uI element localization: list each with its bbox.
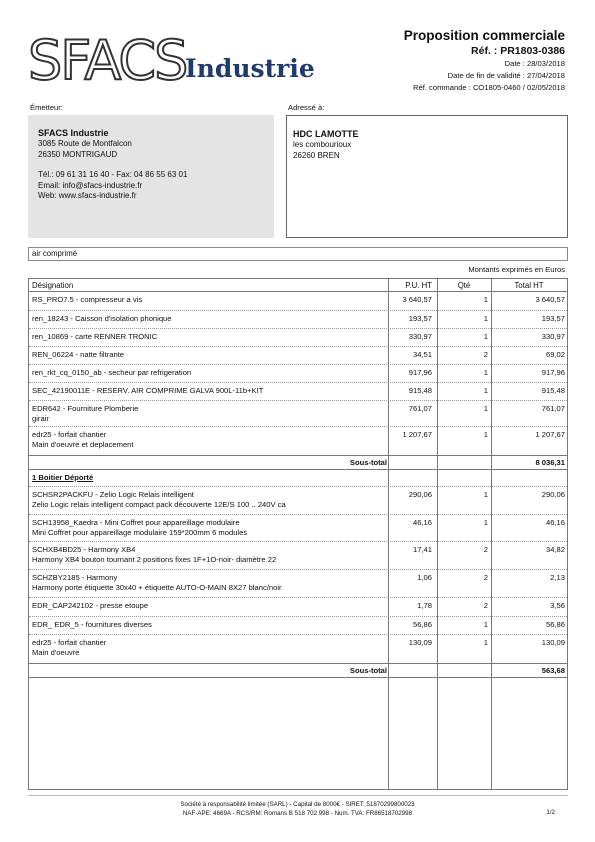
item-unit-price: 330,97 (408, 332, 432, 341)
item-designation (32, 545, 387, 565)
item-description: Zelio Logic relais intelligent compact pack découverte 12E/S 100 .. 240V ca (32, 500, 286, 509)
item-title: edr25 - forfait chantier (32, 430, 107, 439)
table-row (29, 542, 567, 570)
item-unit-price: 56,86 (412, 620, 432, 629)
recipient-block (286, 115, 568, 238)
item-quantity: 1 (483, 314, 488, 323)
item-unit-price: 17,41 (412, 545, 432, 554)
item-quantity: 1 (483, 620, 488, 629)
sender-email: Email: info@sfacs-industrie.fr (38, 180, 143, 190)
table-row (29, 292, 567, 311)
item-unit-price: 1,78 (417, 601, 432, 610)
item-designation (32, 404, 387, 424)
table-row (29, 617, 567, 635)
item-designation (32, 430, 387, 450)
item-title: edr25 - forfait chantier (32, 638, 107, 647)
item-total: 917,96 (541, 368, 565, 377)
item-total: 290,06 (541, 490, 565, 499)
table-header (29, 279, 567, 292)
order-reference: Réf. commande : CO1805-0460 / 02/05/2018 (413, 82, 565, 92)
item-description: Main d'oeuvre (32, 648, 80, 657)
item-unit-price: 193,57 (408, 314, 432, 323)
header-unit-price: P.U. HT (405, 281, 432, 290)
document-date: Date : 28/03/2018 (504, 59, 565, 68)
table-row (29, 365, 567, 383)
item-total: 34,82 (545, 545, 565, 554)
item-unit-price: 46,16 (412, 518, 432, 527)
item-unit-price: 290,06 (408, 490, 432, 499)
item-quantity: 1 (483, 295, 488, 304)
sender-web: Web: www.sfacs-industrie.fr (38, 191, 137, 200)
item-title: EDR642 - Fourniture Plomberie (32, 404, 139, 413)
item-quantity: 1 (483, 638, 488, 647)
document-reference: Réf. : PR1803-0386 (471, 45, 565, 57)
item-unit-price: 130,09 (408, 638, 432, 647)
item-total: 761,07 (541, 404, 565, 413)
recipient-address-line2: 26260 BREN (293, 150, 340, 160)
item-description: Harmony XB4 bouton tournant 2 positions fixes 1F+1O-noir- diamètre 22 (32, 555, 277, 564)
item-description: Harmony porte étiquette 30x40 + étiquette AUTO-O-MAIN 8X27 blanc/noir (32, 583, 282, 592)
item-total: 193,57 (541, 314, 565, 323)
item-unit-price: 1,06 (417, 573, 432, 582)
item-designation: ren_rkt_cq_0150_ab - secheur par refrigeration (32, 368, 192, 377)
item-description: girair (32, 414, 49, 423)
sender-address-line2: 26350 MONTRIGAUD (38, 149, 118, 159)
item-title: SCH13958_Kaedra - Mini Coffret pour appareillage modulaire (32, 518, 240, 527)
sender-label: Émetteur: (30, 103, 63, 112)
item-designation (32, 638, 387, 658)
item-total: 46,16 (545, 518, 565, 527)
table-row (29, 427, 567, 455)
subtotal-value: 8 036,31 (535, 458, 565, 467)
item-quantity: 1 (483, 386, 488, 395)
sender-name: SFACS Industrie (38, 128, 109, 138)
header-quantity: Qté (457, 281, 471, 290)
subtotal-value: 563,68 (541, 666, 565, 675)
currency-note: Montants exprimés en Euros (468, 265, 565, 274)
item-quantity: 2 (483, 573, 488, 582)
item-unit-price: 1 207,67 (402, 430, 432, 439)
item-total: 69,02 (545, 350, 565, 359)
item-quantity: 2 (483, 350, 488, 359)
item-unit-price: 34,51 (412, 350, 432, 359)
item-quantity: 1 (483, 490, 488, 499)
item-description: Mini Coffret pour appareillage modulaire 159*200mm 6 modules (32, 528, 248, 537)
item-total: 2,13 (550, 573, 565, 582)
footer-legal-line2: NAF-APE: 4669A - RCS/RM: Romans B 518 702 998 - Num. TVA: FR86518702998 (182, 810, 413, 817)
item-designation: ren_10869 - carte RENNER TRONIC (32, 332, 158, 341)
item-quantity: 1 (483, 368, 488, 377)
item-total: 3,56 (550, 601, 565, 610)
recipient-name: HDC LAMOTTE (293, 129, 359, 139)
page-number: 1/2 (546, 809, 555, 816)
item-unit-price: 917,96 (408, 368, 432, 377)
table-row (29, 487, 567, 515)
item-unit-price: 3 640,57 (402, 295, 432, 304)
validity-date: Date de fin de validité : 27/04/2018 (447, 70, 565, 80)
item-quantity: 1 (483, 332, 488, 341)
item-total: 130,09 (541, 638, 565, 647)
item-unit-price: 761,07 (408, 404, 432, 413)
document-title: Proposition commerciale (403, 28, 565, 43)
item-designation (32, 490, 387, 510)
table-row (29, 515, 567, 542)
footer (0, 800, 595, 818)
company-logo (28, 29, 318, 94)
item-title: SCHXB4BD25 - Harmony XB4 (32, 545, 136, 554)
table-row (29, 347, 567, 365)
table-row (29, 401, 567, 427)
sender-phone: Tél.: 09 61 31 16 40 - Fax: 04 86 55 63 01 (38, 170, 188, 179)
subtotal-row (29, 455, 567, 470)
item-title: SCHSR2PACKFU - Zelio Logic Relais intelligent (32, 490, 194, 499)
table-row (29, 311, 567, 329)
subtotal-label: Sous-total (349, 458, 387, 467)
item-quantity: 2 (483, 545, 488, 554)
item-designation: RS_PRO7.5 - compresseur a vis (32, 295, 143, 304)
footer-legal-line1: Société à responsabilité limitée (SARL) - Capital de 8000€ - SIRET: 51870299800023 (180, 801, 415, 808)
item-title: SCHZBY2185 - Harmony (32, 573, 118, 582)
item-designation: EDR_CAP242102 - presse etoupe (32, 601, 149, 610)
item-unit-price: 915,48 (408, 386, 432, 395)
items-table (28, 278, 568, 790)
item-designation (32, 573, 387, 593)
table-row (29, 635, 567, 663)
logo-wordmark: Industrie (185, 54, 315, 83)
sender-address-line1: 3085 Route de Montfalcon (38, 139, 132, 148)
footer-divider (28, 795, 568, 796)
subject-line: air comprimé (28, 247, 568, 261)
item-quantity: 1 (483, 430, 488, 439)
item-designation: EDR_ EDR_5 - fournitures diverses (32, 620, 152, 629)
item-designation: ren_18243 - Caisson d'isolation phonique (32, 314, 172, 323)
item-quantity: 2 (483, 601, 488, 610)
sender-block (28, 115, 274, 238)
item-designation: SEC_42190011E - RESERV. AIR COMPRIME GALVA 900L-11b+KIT (32, 386, 264, 395)
item-quantity: 1 (483, 518, 488, 527)
section-title: 1 Boitier Déporté (32, 473, 94, 482)
table-row (29, 383, 567, 401)
item-designation (32, 518, 387, 538)
subtotal-label: Sous-total (349, 666, 387, 675)
section-heading-row (29, 470, 567, 487)
item-designation: REN_06224 - natte filtrante (32, 350, 125, 359)
table-row (29, 570, 567, 598)
table-row (29, 329, 567, 347)
item-total: 915,48 (541, 386, 565, 395)
recipient-label: Adressé à: (288, 103, 325, 112)
logo-mark: SFACS (28, 29, 187, 92)
item-total: 1 207,67 (535, 430, 565, 439)
header-total: Total HT (514, 281, 544, 290)
recipient-address-line1: les combourioux (293, 140, 352, 149)
item-description: Main d'oeuvre et deplacement (32, 440, 134, 449)
table-row (29, 598, 567, 617)
subtotal-row (29, 663, 567, 678)
item-total: 330,97 (541, 332, 565, 341)
item-total: 3 640,57 (535, 295, 565, 304)
item-quantity: 1 (483, 404, 488, 413)
document-header (404, 28, 565, 93)
header-designation: Désignation (32, 281, 74, 290)
item-total: 56,86 (545, 620, 565, 629)
